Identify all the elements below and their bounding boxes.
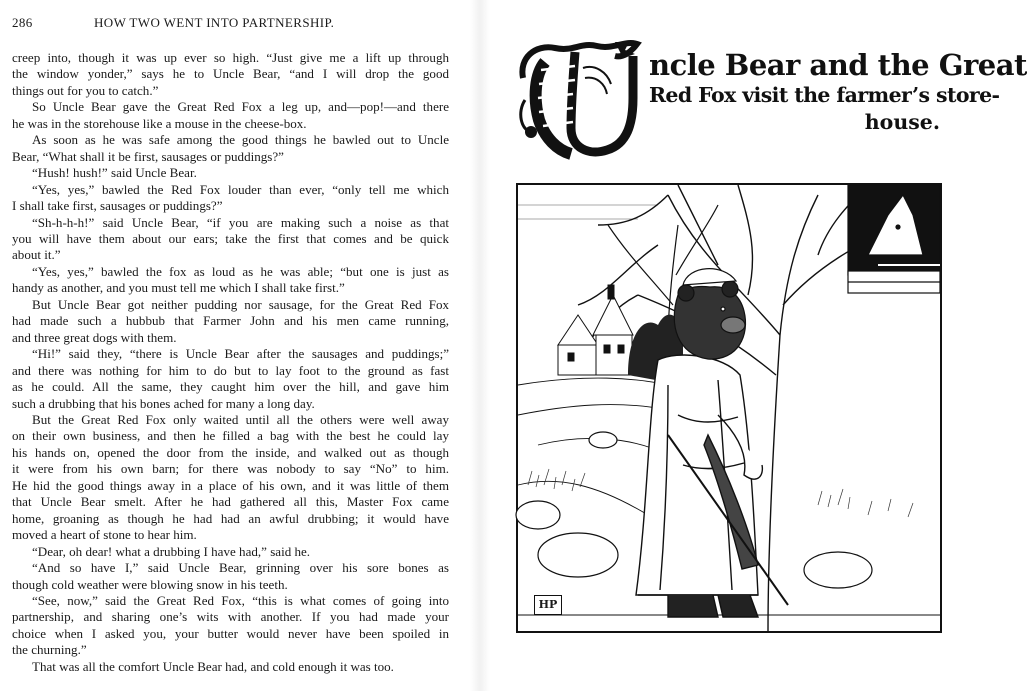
heading-line-1: ncle Bear and the Great: [649, 48, 1027, 82]
text-line: handy as another, and you must tell me which I shall take first.”: [12, 280, 345, 296]
text-line: things out for you to catch.”: [12, 82, 159, 98]
body-text: [12, 50, 449, 675]
right-page: [490, 0, 1027, 691]
text-line: “Hi!” said they, “there is Uncle Bear after the sausages and puddings;”: [32, 346, 449, 362]
text-line: the window yonder,” says he to Uncle Bear, “and I will drop the good: [12, 66, 449, 82]
text-line: the churning.”: [12, 642, 87, 658]
text-line: as he could. All the same, they caught him over the hill, and gave him: [12, 379, 449, 395]
heading-line-3: house.: [864, 110, 940, 134]
text-line: partnership, and sharing one’s wits with another. If you had made your: [12, 609, 449, 625]
text-line: and there was nothing for him to do but to lay foot to the ground as fast: [12, 362, 449, 378]
text-line: But Uncle Bear got neither pudding nor sausage, for the Great Red Fox: [32, 296, 449, 312]
text-line: “Hush! hush!” said Uncle Bear.: [32, 165, 197, 181]
bear-illustration: [516, 183, 942, 633]
text-line: As soon as he was safe among the good things he bawled out to Uncle: [32, 132, 449, 148]
text-line: you will have them about our ears; take the first that comes and be quick: [12, 230, 449, 246]
text-line: his hands on, opened the door from the inside, and walked out as though: [12, 444, 449, 460]
text-line: Bear, “What shall it be first, sausages or puddings?”: [12, 148, 284, 164]
heading-text: [649, 48, 1027, 136]
text-line: I shall take first, sausages or puddings?”: [12, 198, 223, 214]
text-line: That was all the comfort Uncle Bear had, and cold enough it was too.: [32, 658, 394, 674]
illustrator-monogram: HP: [534, 595, 562, 615]
text-line: So Uncle Bear gave the Great Red Fox a leg up, and—pop!—and there: [32, 99, 449, 115]
text-line: he was in the storehouse like a mouse in the cheese-box.: [12, 115, 307, 131]
text-line: such a drubbing that his bones ached for many a long day.: [12, 395, 315, 411]
running-title: HOW TWO WENT INTO PARTNERSHIP.: [94, 15, 335, 30]
heading-line-2: Red Fox visit the farmer’s store-: [649, 83, 1000, 107]
text-line: home, groaning as though he had had an awful drubbing; it would have: [12, 510, 449, 526]
text-line: that Uncle Bear smelt. After he had gathered all this, Master Fox came: [12, 494, 449, 510]
text-line: about it.”: [12, 247, 61, 263]
ornamental-drop-cap: [515, 38, 647, 160]
left-page: [0, 0, 470, 691]
text-line: though cold weather were blowing snow in his teeth.: [12, 576, 288, 592]
text-line: “Dear, oh dear! what a drubbing I have had,” said he.: [32, 543, 311, 559]
text-line: moved a heart of stone to hear him.: [12, 527, 197, 543]
text-line: on their own business, and then he filled a bag with the best he could lay: [12, 428, 449, 444]
text-line: choice when I asked you, your butter would never have been spoiled in: [12, 625, 449, 641]
text-line: “Yes, yes,” bawled the fox as loud as he was able; “but one is just as: [32, 263, 449, 279]
text-line: had made such a hubbub that Farmer John and his men came running,: [12, 313, 449, 329]
text-line: and three great dogs with them.: [12, 329, 177, 345]
page-number: 286: [12, 15, 33, 30]
chapter-heading: [515, 38, 1027, 163]
illustration-drawing: [518, 185, 940, 631]
text-line: “See, now,” said the Great Red Fox, “this is what comes of going into: [32, 592, 449, 608]
text-line: “And so have I,” said Uncle Bear, grinning over his sore bones as: [32, 560, 449, 576]
text-line: “Sh-h-h-h!” said Uncle Bear, “if you are making such a noise as that: [32, 214, 449, 230]
text-line: “Yes, yes,” bawled the Red Fox louder than ever, “only tell me which: [32, 181, 449, 197]
running-head: [12, 15, 454, 35]
text-line: But the Great Red Fox only waited until all the others were well away: [32, 411, 449, 427]
text-line: He hid the good things away in a place of his own, and it was little of them: [12, 477, 449, 493]
text-line: creep into, though it was up ever so high. “Just give me a lift up through: [12, 50, 449, 65]
text-line: it were from his own barn; for there was nobody to say “No” to him.: [12, 461, 449, 477]
book-gutter: [470, 0, 490, 691]
